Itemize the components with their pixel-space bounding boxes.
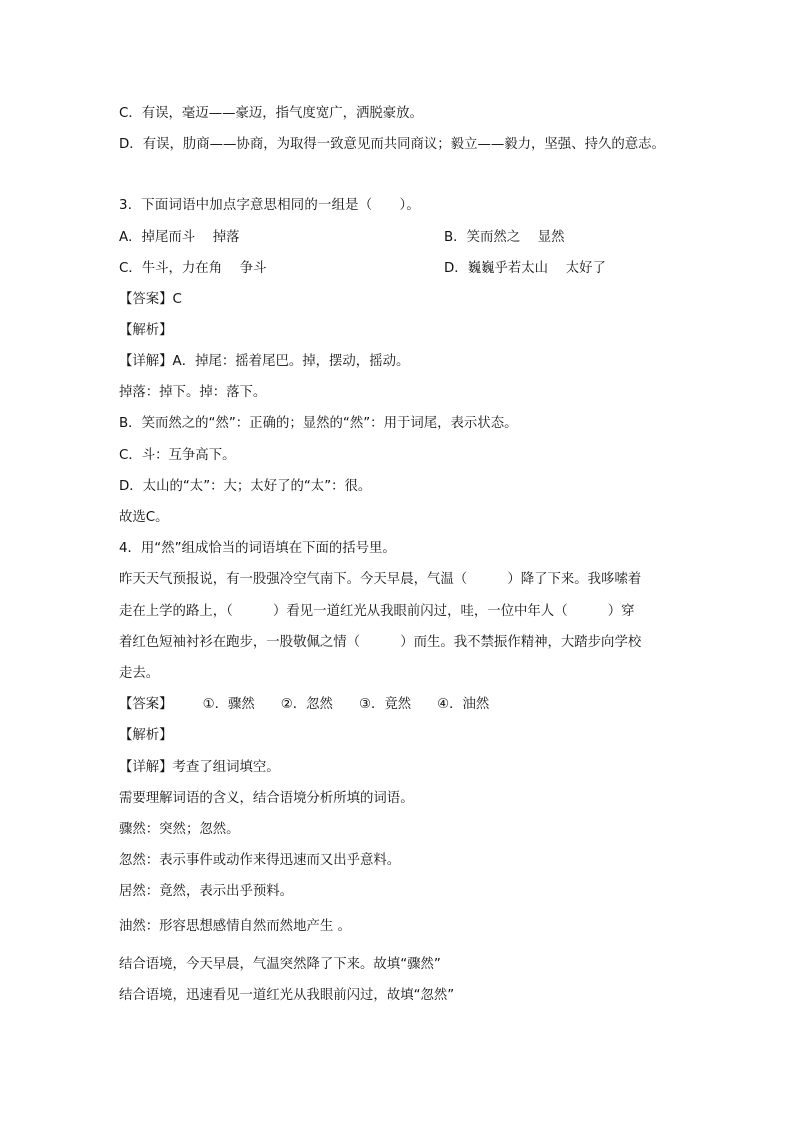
detail-4-7: 结合语境，今天早晨，气温突然降了下来。故填“骤然” [119, 957, 441, 972]
q4-paragraph-line-3: 着红色短袖衬衫在跑步，一股敬佩之情（ ）而生。我不禁振作精神，大踏步向学校 [119, 635, 642, 650]
answer-4-item: ④．油然 [437, 697, 490, 712]
answer-4-item: ①．骤然 [202, 697, 255, 712]
q4-paragraph-line-2: 走在上学的路上，（ ）看见一道红光从我眼前闪过，哇，一位中年人（ ）穿 [119, 604, 635, 619]
detail-4-8: 结合语境，迅速看见一道红光从我眼前闪过，故填“忽然” [119, 988, 455, 1003]
detail-3-a: 【详解】A．掉尾：摇着尾巴。掉，摆动，摇动。 [119, 354, 410, 369]
detail-3-d: D．太山的“太”：大；太好了的“太”：很。 [119, 479, 372, 494]
answer-3: 【答案】C [119, 292, 182, 307]
q3-option-c: C．牛斗，力在角 争斗 [119, 261, 267, 276]
answer-4-item: ③．竟然 [358, 697, 412, 712]
detail-4-4: 忽然：表示事件或动作来得迅速而又出乎意料。 [119, 853, 401, 868]
detail-3-a2: 掉落：掉下。掉：落下。 [119, 385, 267, 400]
analysis-4-heading: 【解析】 [119, 728, 173, 743]
q4-paragraph-line-1: 昨天天气预报说，有一股强冷空气南下。今天早晨，气温（ ）降了下来。我哆嗦着 [119, 572, 642, 587]
answer-4-label: 【答案】 [119, 697, 173, 712]
q3-option-b: B．笑而然之 显然 [444, 230, 565, 245]
detail-4-6: 油然：形容思想感情自然而然地产生 。 [119, 919, 351, 934]
detail-3-c: C．斗：互争高下。 [119, 448, 236, 463]
option-d-prev: D．有误，肋商——协商，为取得一致意见而共同商议；毅立——毅力，坚强、持久的意志。 [119, 137, 665, 152]
question-3: 3．下面词语中加点字意思相同的一组是（ ）。 [119, 198, 421, 213]
choose-3: 故选C。 [119, 510, 169, 525]
detail-4-3: 骤然：突然；忽然。 [119, 822, 240, 837]
detail-3-b: B．笑而然之的“然”：正确的；显然的“然”：用于词尾，表示状态。 [119, 416, 518, 431]
detail-4-1: 【详解】考查了组词填空。 [119, 760, 280, 775]
question-4: 4．用“然”组成恰当的词语填在下面的括号里。 [119, 541, 396, 556]
q4-paragraph-line-4: 走去。 [119, 666, 160, 681]
q3-option-d: D．巍巍乎若太山 太好了 [444, 261, 606, 276]
q3-option-a: A．掉尾而斗 掉落 [119, 230, 240, 245]
analysis-3-heading: 【解析】 [119, 323, 173, 338]
answer-4 [119, 695, 489, 715]
detail-4-2: 需要理解词语的含义，结合语境分析所填的词语。 [119, 791, 414, 806]
option-c-prev: C．有误，毫迈——豪迈，指气度宽广，洒脱豪放。 [119, 106, 423, 121]
answer-4-item: ②．忽然 [280, 697, 333, 712]
detail-4-5: 居然：竟然，表示出乎预料。 [119, 884, 294, 899]
